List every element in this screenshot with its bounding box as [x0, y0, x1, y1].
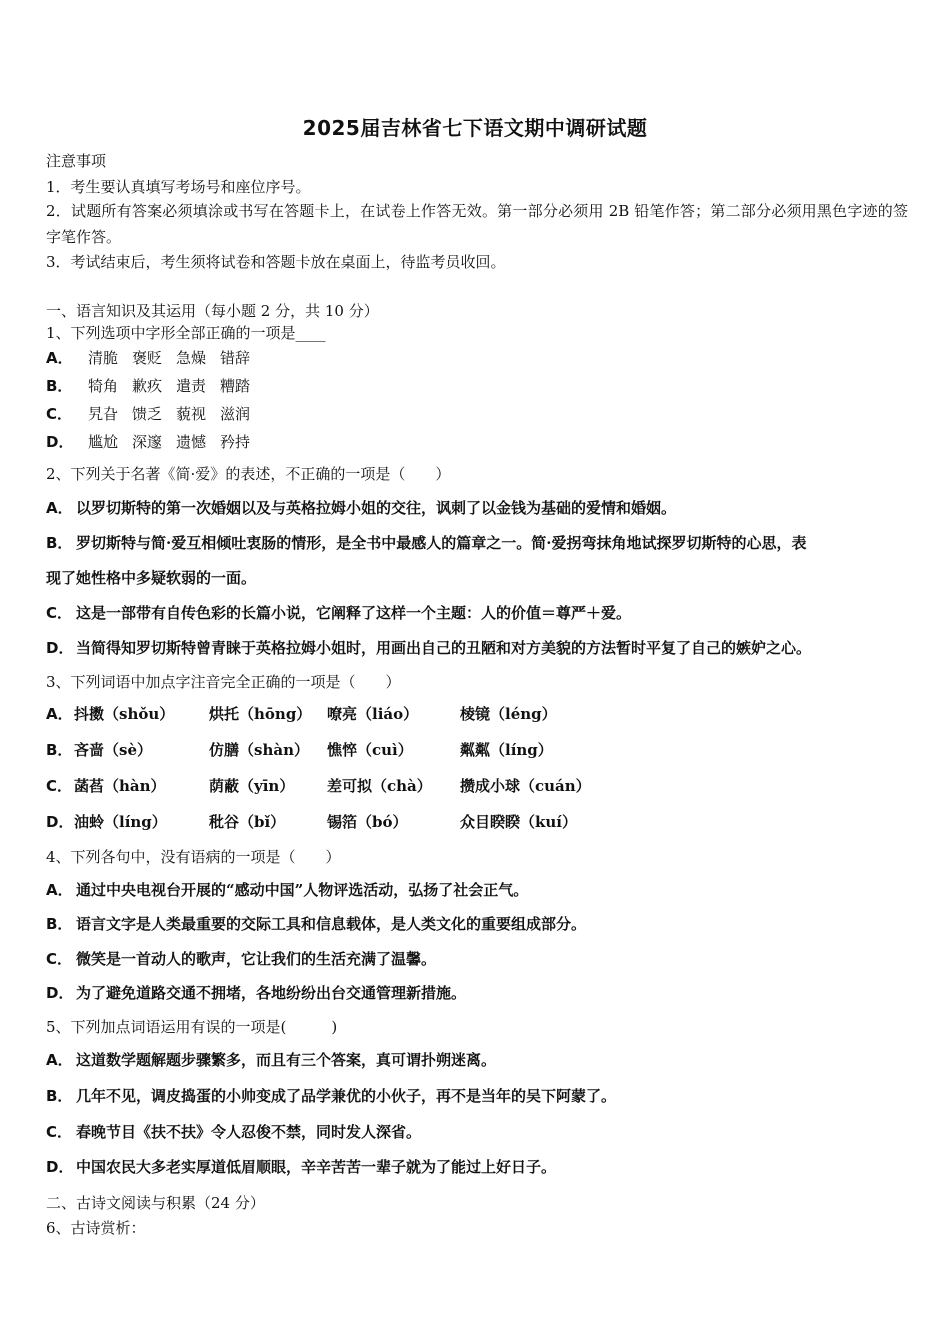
q4-option-c — [46, 949, 436, 969]
option-label: B． — [46, 377, 73, 395]
pinyin-item: 油蛉（líng） — [74, 813, 167, 831]
q2-option-d — [46, 638, 811, 658]
option-label: C． — [46, 604, 73, 622]
q5-option-b — [46, 1086, 616, 1106]
pinyin-item: 仿膳（shàn） — [209, 741, 309, 759]
word: 旯旮 — [88, 405, 119, 423]
q4-option-d — [46, 983, 466, 1003]
option-label: A． — [46, 881, 73, 899]
option-label: C． — [46, 777, 73, 795]
pinyin-item: 嘹亮（liáo） — [327, 705, 419, 723]
option-label: B． — [46, 915, 73, 933]
option-label: D． — [46, 639, 74, 657]
q5-option-a — [46, 1050, 496, 1070]
word: 滋润 — [220, 405, 251, 423]
option-label: C． — [46, 405, 73, 423]
q2-option-c — [46, 603, 631, 623]
section2-heading: 二、古诗文阅读与积累（24 分） — [46, 1194, 265, 1212]
notice-heading: 注意事项 — [46, 152, 107, 170]
q5-stem: 5、下列加点词语运用有误的一项是( ) — [46, 1018, 338, 1036]
q4-option-b — [46, 914, 586, 934]
q3-stem: 3、下列词语中加点字注音完全正确的一项是（ ） — [46, 673, 401, 691]
q2-option-b — [46, 533, 908, 587]
option-label: A． — [46, 1051, 73, 1069]
pinyin-item: 棱镜（léng） — [460, 705, 557, 723]
option-label: B． — [46, 534, 73, 552]
option-label: D． — [46, 984, 74, 1002]
q1-option-c — [46, 404, 264, 424]
word: 遗憾 — [176, 433, 207, 451]
option-text: 几年不见，调皮捣蛋的小帅变成了品学兼优的小伙子，再不是当年的吴下阿蒙了。 — [76, 1087, 617, 1105]
q1-stem: 1、下列选项中字形全部正确的一项是____ — [46, 324, 326, 342]
word: 遣责 — [176, 377, 207, 395]
option-text: 微笑是一首动人的歌声，它让我们的生活充满了温馨。 — [76, 950, 437, 968]
section1-heading: 一、语言知识及其运用（每小题 2 分，共 10 分） — [46, 302, 379, 320]
option-label: D． — [46, 813, 74, 831]
q2-stem: 2、下列关于名著《简·爱》的表述，不正确的一项是（ ） — [46, 465, 451, 483]
notice-item-1: 1．考生要认真填写考场号和座位序号。 — [46, 178, 311, 196]
word: 褒贬 — [132, 349, 163, 367]
word: 清脆 — [88, 349, 119, 367]
pinyin-item: 菡萏（hàn） — [74, 777, 166, 795]
option-text: 中国农民大多老实厚道低眉顺眼，辛辛苦苦一辈子就为了能过上好日子。 — [76, 1158, 557, 1176]
pinyin-item: 烘托（hōng） — [209, 705, 312, 723]
option-text: 以罗切斯特的第一次婚姻以及与英格拉姆小姐的交往，讽刺了以金钱为基础的爱情和婚姻。 — [76, 499, 677, 517]
word: 犄角 — [88, 377, 119, 395]
option-label: A． — [46, 705, 73, 723]
option-label: B． — [46, 741, 73, 759]
q5-option-c — [46, 1122, 421, 1142]
q5-option-d — [46, 1157, 556, 1177]
q2-option-a — [46, 498, 676, 518]
option-text-continued: 现了她性格中多疑软弱的一面。 — [46, 569, 257, 587]
option-text: 为了避免道路交通不拥堵，各地纷纷出台交通管理新措施。 — [76, 984, 467, 1002]
pinyin-item: 荫蔽（yīn） — [209, 777, 295, 795]
pinyin-item: 抖擞（shǒu） — [74, 705, 175, 723]
word: 糟踏 — [220, 377, 251, 395]
notice-item-3: 3．考试结束后，考生须将试卷和答题卡放在桌面上，待监考员收回。 — [46, 253, 506, 271]
word: 歉疚 — [132, 377, 163, 395]
option-label: D． — [46, 433, 74, 451]
pinyin-item: 吝啬（sè） — [74, 741, 152, 759]
q4-stem: 4、下列各句中，没有语病的一项是（ ） — [46, 848, 341, 866]
word: 藐视 — [176, 405, 207, 423]
pinyin-item: 秕谷（bǐ） — [209, 813, 286, 831]
word: 尴尬 — [88, 433, 119, 451]
word: 馈乏 — [132, 405, 163, 423]
pinyin-item: 差可拟（chà） — [327, 777, 432, 795]
option-label: C． — [46, 1123, 73, 1141]
option-text: 通过中央电视台开展的“感动中国”人物评选活动，弘扬了社会正气。 — [76, 881, 529, 899]
option-text: 这道数学题解题步骤繁多，而且有三个答案，真可谓扑朔迷离。 — [76, 1051, 497, 1069]
pinyin-item: 攒成小球（cuán） — [460, 777, 591, 795]
option-label: B． — [46, 1087, 73, 1105]
pinyin-item: 众目睽睽（kuí） — [460, 813, 577, 831]
pinyin-item: 憔悴（cuì） — [327, 741, 413, 759]
pinyin-item: 锡箔（bó） — [327, 813, 408, 831]
option-text: 罗切斯特与简·爱互相倾吐衷肠的情形，是全书中最感人的篇章之一。简·爱拐弯抹角地试探罗切斯特的心思，表 — [76, 534, 807, 552]
option-label: C． — [46, 950, 73, 968]
notice-item-2: 2．试题所有答案必须填涂或书写在答题卡上，在试卷上作答无效。第一部分必须用 2B 铅笔作答；第二部分必须用黑色字迹的签字笔作答。 — [46, 202, 908, 246]
word: 错辞 — [220, 349, 251, 367]
q1-option-d — [46, 432, 264, 452]
option-text: 当简得知罗切斯特曾青睐于英格拉姆小姐时，用画出自己的丑陋和对方美貌的方法暂时平复了自己的嫉妒之心。 — [76, 639, 812, 657]
option-label: A． — [46, 499, 73, 517]
q1-option-a — [46, 348, 264, 368]
word: 矜持 — [220, 433, 251, 451]
pinyin-item: 粼粼（líng） — [460, 741, 553, 759]
option-text: 语言文字是人类最重要的交际工具和信息载体，是人类文化的重要组成部分。 — [76, 915, 587, 933]
option-text: 这是一部带有自传色彩的长篇小说，它阐释了这样一个主题：人的价值＝尊严＋爱。 — [76, 604, 632, 622]
option-text: 春晚节目《扶不扶》令人忍俊不禁，同时发人深省。 — [76, 1123, 422, 1141]
q1-option-b — [46, 376, 264, 396]
page-title: 2025届吉林省七下语文期中调研试题 — [302, 116, 648, 140]
word: 急燥 — [176, 349, 207, 367]
option-label: A． — [46, 349, 73, 367]
q4-option-a — [46, 880, 528, 900]
q6-stem: 6、古诗赏析： — [46, 1219, 146, 1237]
option-label: D． — [46, 1158, 74, 1176]
word: 深邃 — [132, 433, 163, 451]
